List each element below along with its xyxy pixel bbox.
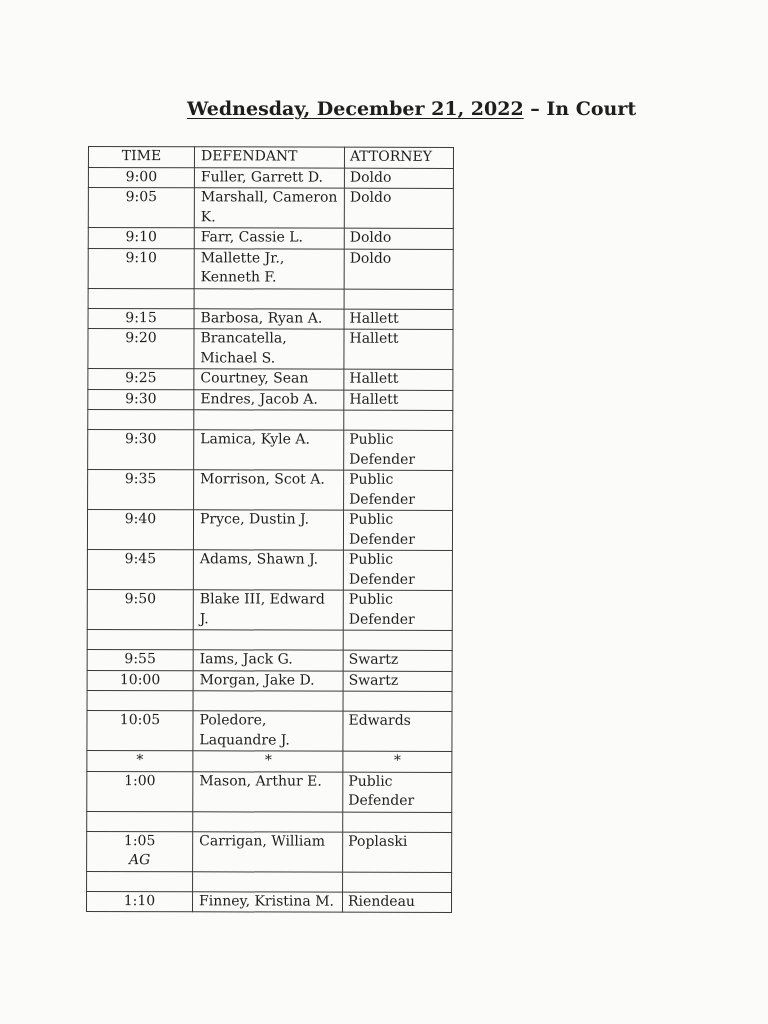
cell-time xyxy=(88,228,194,249)
cell-defendant xyxy=(193,630,343,650)
time-value: 9:55 xyxy=(124,651,156,668)
time-value: 9:30 xyxy=(124,431,157,448)
cell-time xyxy=(88,369,194,390)
cell-time xyxy=(87,670,193,691)
cell-attorney: Public Defender xyxy=(344,430,453,470)
time-value: 9:50 xyxy=(124,591,157,608)
cell-defendant: Marshall, Cameron K. xyxy=(194,188,344,228)
cell-attorney: Swartz xyxy=(343,650,452,671)
time-value: 9:10 xyxy=(125,249,157,266)
time-value: 9:00 xyxy=(125,168,158,185)
time-value: * xyxy=(136,752,144,769)
spacer-row xyxy=(88,410,453,431)
title-date: Wednesday, December 21, 2022 xyxy=(187,98,524,120)
cell-defendant: Lamica, Kyle A. xyxy=(194,430,344,470)
table-row xyxy=(88,369,453,390)
cell-defendant xyxy=(193,811,343,831)
cell-attorney: Public Defender xyxy=(343,772,452,812)
cell-time xyxy=(87,871,193,891)
cell-defendant: Barbosa, Ryan A. xyxy=(194,308,344,329)
time-value: 9:20 xyxy=(125,330,157,347)
table-row xyxy=(87,510,452,551)
table-row xyxy=(87,831,452,872)
cell-attorney xyxy=(344,289,453,309)
cell-time xyxy=(87,649,193,670)
time-value: 9:15 xyxy=(125,309,157,326)
table-row xyxy=(87,670,452,691)
time-value: 9:25 xyxy=(125,370,157,387)
cell-defendant: Poledore, Laquandre J. xyxy=(193,711,343,751)
cell-attorney: Public Defender xyxy=(343,590,452,630)
cell-attorney: Public Defender xyxy=(344,470,453,510)
cell-defendant xyxy=(194,410,344,430)
cell-defendant: Iams, Jack G. xyxy=(193,650,343,671)
table-row xyxy=(86,891,451,912)
cell-defendant: Mallette Jr., Kenneth F. xyxy=(194,248,344,288)
cell-attorney: * xyxy=(343,751,452,772)
cell-defendant: Courtney, Sean xyxy=(194,369,344,390)
time-value: 10:00 xyxy=(119,671,161,688)
cell-time xyxy=(87,549,193,589)
cell-attorney: Doldo xyxy=(344,188,453,228)
table-row xyxy=(87,710,452,751)
cell-defendant: Brancatella, Michael S. xyxy=(194,329,344,369)
cell-attorney: Riendeau xyxy=(342,892,451,913)
cell-attorney: Public Defender xyxy=(343,550,452,590)
spacer-row xyxy=(87,871,452,892)
court-schedule-table xyxy=(86,146,454,913)
time-value: 10:05 xyxy=(119,712,161,729)
cell-attorney: Swartz xyxy=(343,671,452,692)
cell-time xyxy=(88,248,194,288)
spacer-row xyxy=(88,288,453,309)
table-row xyxy=(87,771,452,812)
header-defendant: DEFENDANT xyxy=(194,147,344,168)
schedule-body xyxy=(86,167,453,912)
cell-defendant: Fuller, Garrett D. xyxy=(194,167,344,188)
cell-time xyxy=(88,167,194,188)
time-value: 9:45 xyxy=(124,551,157,568)
cell-time xyxy=(88,430,194,470)
cell-defendant xyxy=(193,871,343,891)
cell-time xyxy=(88,188,194,228)
cell-attorney: Hallett xyxy=(344,329,453,369)
spacer-row xyxy=(87,811,452,832)
table-row xyxy=(88,470,453,511)
table-row xyxy=(88,228,453,249)
cell-attorney: Hallett xyxy=(344,390,453,411)
cell-time xyxy=(87,690,193,710)
cell-defendant: Endres, Jacob A. xyxy=(194,389,344,410)
cell-attorney: Doldo xyxy=(344,168,453,189)
cell-time xyxy=(88,308,194,329)
cell-attorney: Doldo xyxy=(344,228,453,249)
time-value: 9:35 xyxy=(124,471,157,488)
table-row xyxy=(88,329,453,370)
cell-attorney: Hallett xyxy=(344,369,453,390)
cell-defendant: Adams, Shawn J. xyxy=(193,550,343,590)
table-row xyxy=(88,248,453,289)
cell-defendant: Morrison, Scot A. xyxy=(194,470,344,510)
cell-defendant: Carrigan, William xyxy=(193,831,343,871)
time-value: 9:05 xyxy=(125,189,158,206)
cell-attorney: Poplaski xyxy=(343,832,452,872)
title-suffix: – In Court xyxy=(523,98,637,120)
cell-attorney xyxy=(343,812,452,832)
cell-time xyxy=(87,811,193,831)
cell-attorney: Public Defender xyxy=(343,510,452,550)
spacer-row xyxy=(87,690,452,711)
cell-attorney xyxy=(343,691,452,711)
time-value: 1:00 xyxy=(124,772,156,789)
time-note: AG xyxy=(128,852,151,869)
cell-defendant xyxy=(193,691,343,711)
cell-attorney xyxy=(343,630,452,650)
table-row xyxy=(88,430,453,471)
cell-time xyxy=(87,510,193,550)
page-title xyxy=(187,98,636,120)
time-value: 1:05 xyxy=(123,832,156,849)
cell-attorney: Doldo xyxy=(344,249,453,289)
cell-time xyxy=(87,629,193,649)
cell-defendant xyxy=(194,288,344,308)
cell-defendant: * xyxy=(193,751,343,772)
cell-defendant: Finney, Kristina M. xyxy=(192,891,342,912)
cell-attorney: Edwards xyxy=(343,711,452,751)
header-time: TIME xyxy=(88,147,194,168)
table-row xyxy=(88,389,453,410)
cell-defendant: Blake III, Edward J. xyxy=(193,590,343,630)
table-row xyxy=(87,549,452,590)
spacer-row xyxy=(87,629,452,650)
cell-defendant: Mason, Arthur E. xyxy=(193,771,343,811)
table-row xyxy=(87,649,452,670)
cell-defendant: Farr, Cassie L. xyxy=(194,228,344,249)
cell-time xyxy=(86,891,192,912)
cell-time xyxy=(88,288,194,308)
cell-time xyxy=(88,410,194,430)
table-row xyxy=(87,589,452,630)
table-row xyxy=(88,167,453,188)
table-row xyxy=(88,308,453,329)
cell-time xyxy=(88,389,194,410)
time-value: 9:30 xyxy=(125,390,157,407)
table-row xyxy=(88,188,453,229)
cell-time xyxy=(88,470,194,510)
cell-time xyxy=(87,710,193,750)
cell-time xyxy=(87,589,193,629)
time-value: 9:10 xyxy=(125,229,158,246)
cell-attorney: Hallett xyxy=(344,309,453,330)
time-value: 9:40 xyxy=(124,511,157,528)
time-value: 1:10 xyxy=(123,892,156,909)
cell-attorney xyxy=(343,872,452,892)
cell-defendant: Morgan, Jake D. xyxy=(193,670,343,691)
cell-time xyxy=(87,831,193,871)
cell-attorney xyxy=(344,410,453,430)
cell-time xyxy=(88,329,194,369)
cell-time xyxy=(87,771,193,811)
table-row xyxy=(87,750,452,771)
header-attorney: ATTORNEY xyxy=(344,147,453,168)
table-header-row xyxy=(88,147,453,168)
cell-time xyxy=(87,750,193,771)
cell-defendant: Pryce, Dustin J. xyxy=(193,510,343,550)
